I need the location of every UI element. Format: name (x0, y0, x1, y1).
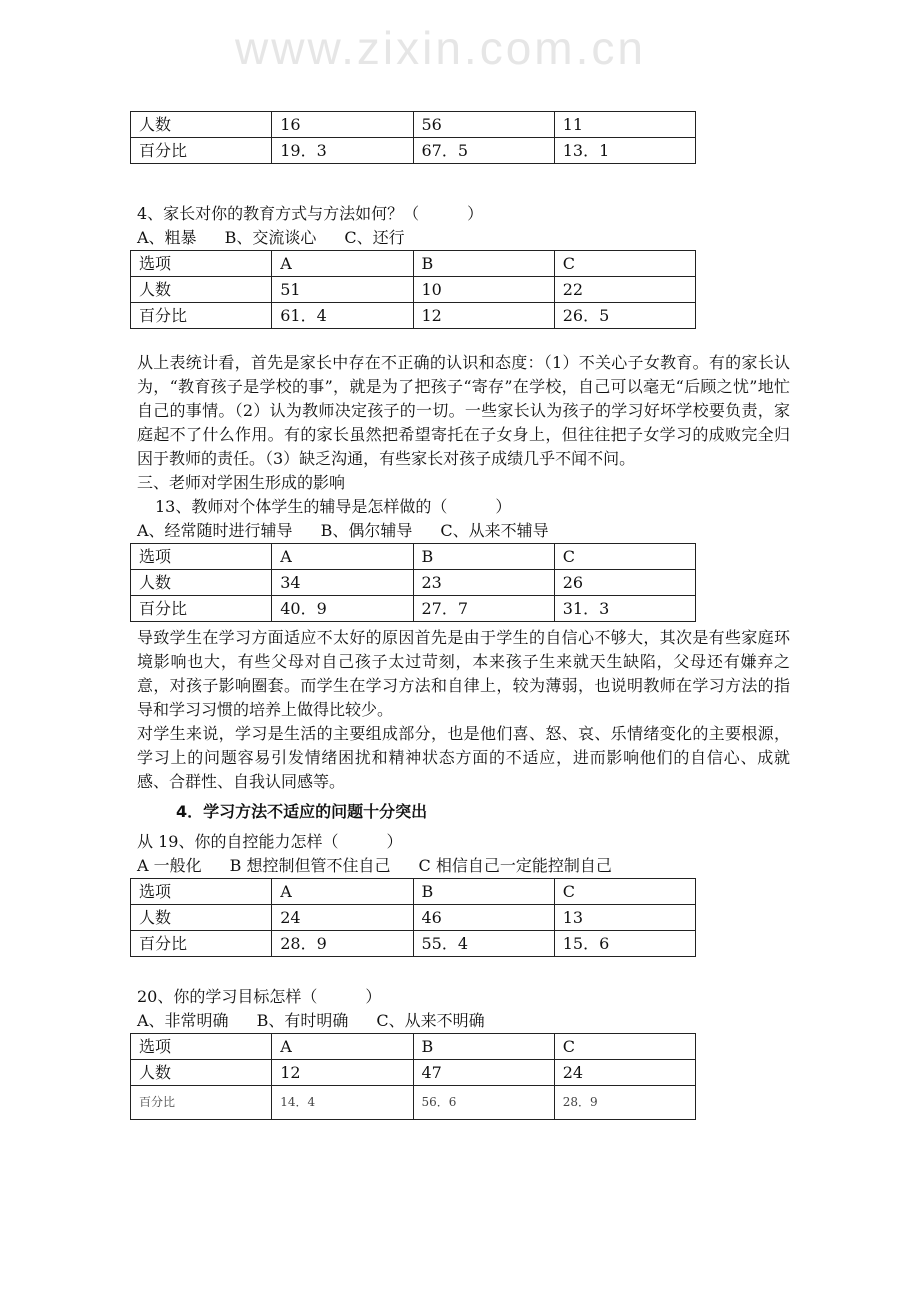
cell: C (554, 879, 695, 905)
cell: 12 (272, 1060, 413, 1086)
cell: 人数 (131, 570, 272, 596)
cell: 46 (413, 905, 554, 931)
cell: C (554, 544, 695, 570)
q19-options (130, 854, 790, 878)
table-q13 (130, 543, 696, 622)
cell: C (554, 251, 695, 277)
q19-question: 从 19、你的自控能力怎样（ ） (137, 832, 403, 851)
cell: 百分比 (131, 596, 272, 622)
cell: 28．9 (554, 1086, 695, 1120)
paragraph-2: 导致学生在学习方面适应不太好的原因首先是由于学生的自信心不够大，其次是有些家庭环境影响也大，有些父母对自己孩子太过苛刻，本来孩子生来就天生缺陷，父母还有嫌弃之意，对孩子影响圈套。而学生在学习方法和自律上，较为薄弱，也说明教师在学习方法的指导和学习习惯的培养上做得比较少。 (137, 628, 790, 719)
cell: 人数 (131, 112, 272, 138)
option-a: A 一般化 (137, 856, 202, 875)
option-a: A、粗暴 (137, 228, 197, 247)
cell: 23 (413, 570, 554, 596)
cell: 14．4 (272, 1086, 413, 1120)
table-row (131, 1034, 696, 1060)
cell: 55．4 (413, 931, 554, 957)
table-q19 (130, 878, 696, 957)
cell: 人数 (131, 277, 272, 303)
subsection-heading: 4．学习方法不适应的问题十分突出 (176, 802, 428, 821)
cell: 15．6 (554, 931, 695, 957)
cell: A (272, 879, 413, 905)
q4-options (130, 226, 790, 250)
option-c: C、还行 (344, 228, 405, 247)
cell: 51 (272, 277, 413, 303)
cell: 22 (554, 277, 695, 303)
q20-question: 20、你的学习目标怎样（ ） (137, 987, 382, 1006)
cell: 选项 (131, 1034, 272, 1060)
cell: B (413, 544, 554, 570)
table-row (131, 544, 696, 570)
option-b: B、偶尔辅导 (320, 521, 413, 540)
table-row (131, 879, 696, 905)
table-row (131, 905, 696, 931)
section-heading: 三、老师对学困生形成的影响 (137, 473, 346, 492)
cell: A (272, 1034, 413, 1060)
cell: 13．1 (554, 138, 695, 164)
cell: 选项 (131, 879, 272, 905)
cell: B (413, 879, 554, 905)
table-row (131, 277, 696, 303)
option-b: B、交流谈心 (224, 228, 317, 247)
cell: 24 (272, 905, 413, 931)
cell: 12 (413, 303, 554, 329)
watermark: www.zixin.com.cn (235, 22, 646, 74)
cell: 61．4 (272, 303, 413, 329)
cell: 13 (554, 905, 695, 931)
cell: 人数 (131, 905, 272, 931)
table-q20 (130, 1033, 696, 1120)
cell: 11 (554, 112, 695, 138)
cell: 40．9 (272, 596, 413, 622)
cell: 16 (272, 112, 413, 138)
q13-options (130, 519, 790, 543)
cell: 47 (413, 1060, 554, 1086)
table-q4 (130, 250, 696, 329)
cell: 百分比 (131, 138, 272, 164)
table-row (131, 112, 696, 138)
table-row (131, 931, 696, 957)
cell: 选项 (131, 251, 272, 277)
option-c: C、从来不辅导 (440, 521, 549, 540)
paragraph-1: 从上表统计看，首先是家长中存在不正确的认识和态度：（1）不关心子女教育。有的家长认为，“教育孩子是学校的事”，就是为了把孩子“寄存”在学校，自己可以毫无“后顾之忧”地忙自己的事情。（2）认为教师决定孩子的一切。一些家长认为孩子的学习好坏学校要负责，家庭起不了什么作用。有的家长虽然把希望寄托在子女身上，但往往把子女学习的成败完全归因于教师的责任。（3）缺乏沟通，有些家长对孩子成绩几乎不闻不问。 (137, 353, 790, 468)
q13-question: 13、教师对个体学生的辅导是怎样做的（ ） (155, 497, 512, 516)
cell: 56 (413, 112, 554, 138)
cell: 56．6 (413, 1086, 554, 1120)
option-c: C 相信自己一定能控制自己 (418, 856, 612, 875)
document-body (130, 111, 790, 1160)
q20-options (130, 1009, 790, 1033)
paragraph-3: 对学生来说，学习是生活的主要组成部分，也是他们喜、怒、哀、乐情绪变化的主要根源，学习上的问题容易引发情绪困扰和精神状态方面的不适应，进而影响他们的自信心、成就感、合群性、自我认同感等。 (137, 724, 790, 791)
table-top (130, 111, 696, 164)
option-a: A、经常随时进行辅导 (137, 521, 293, 540)
option-a: A、非常明确 (137, 1011, 229, 1030)
cell: 26．5 (554, 303, 695, 329)
cell: 百分比 (131, 931, 272, 957)
table-row (131, 303, 696, 329)
table-row (131, 1086, 696, 1120)
cell: 27．7 (413, 596, 554, 622)
cell: 31．3 (554, 596, 695, 622)
cell: B (413, 251, 554, 277)
option-c: C、从来不明确 (376, 1011, 485, 1030)
cell: 34 (272, 570, 413, 596)
cell: C (554, 1034, 695, 1060)
cell: 百分比 (131, 303, 272, 329)
cell: 67．5 (413, 138, 554, 164)
cell: 10 (413, 277, 554, 303)
table-row (131, 570, 696, 596)
table-row (131, 138, 696, 164)
cell: 24 (554, 1060, 695, 1086)
table-row (131, 1060, 696, 1086)
table-row (131, 251, 696, 277)
q4-question: 4、家长对你的教育方式与方法如何？（ ） (137, 204, 484, 223)
cell: A (272, 544, 413, 570)
cell: B (413, 1034, 554, 1060)
cell: 26 (554, 570, 695, 596)
cell: 百分比 (131, 1086, 272, 1120)
option-b: B、有时明确 (256, 1011, 349, 1030)
table-row (131, 596, 696, 622)
cell: 28．9 (272, 931, 413, 957)
cell: A (272, 251, 413, 277)
cell: 选项 (131, 544, 272, 570)
cell: 19．3 (272, 138, 413, 164)
cell: 人数 (131, 1060, 272, 1086)
option-b: B 想控制但管不住自己 (229, 856, 391, 875)
